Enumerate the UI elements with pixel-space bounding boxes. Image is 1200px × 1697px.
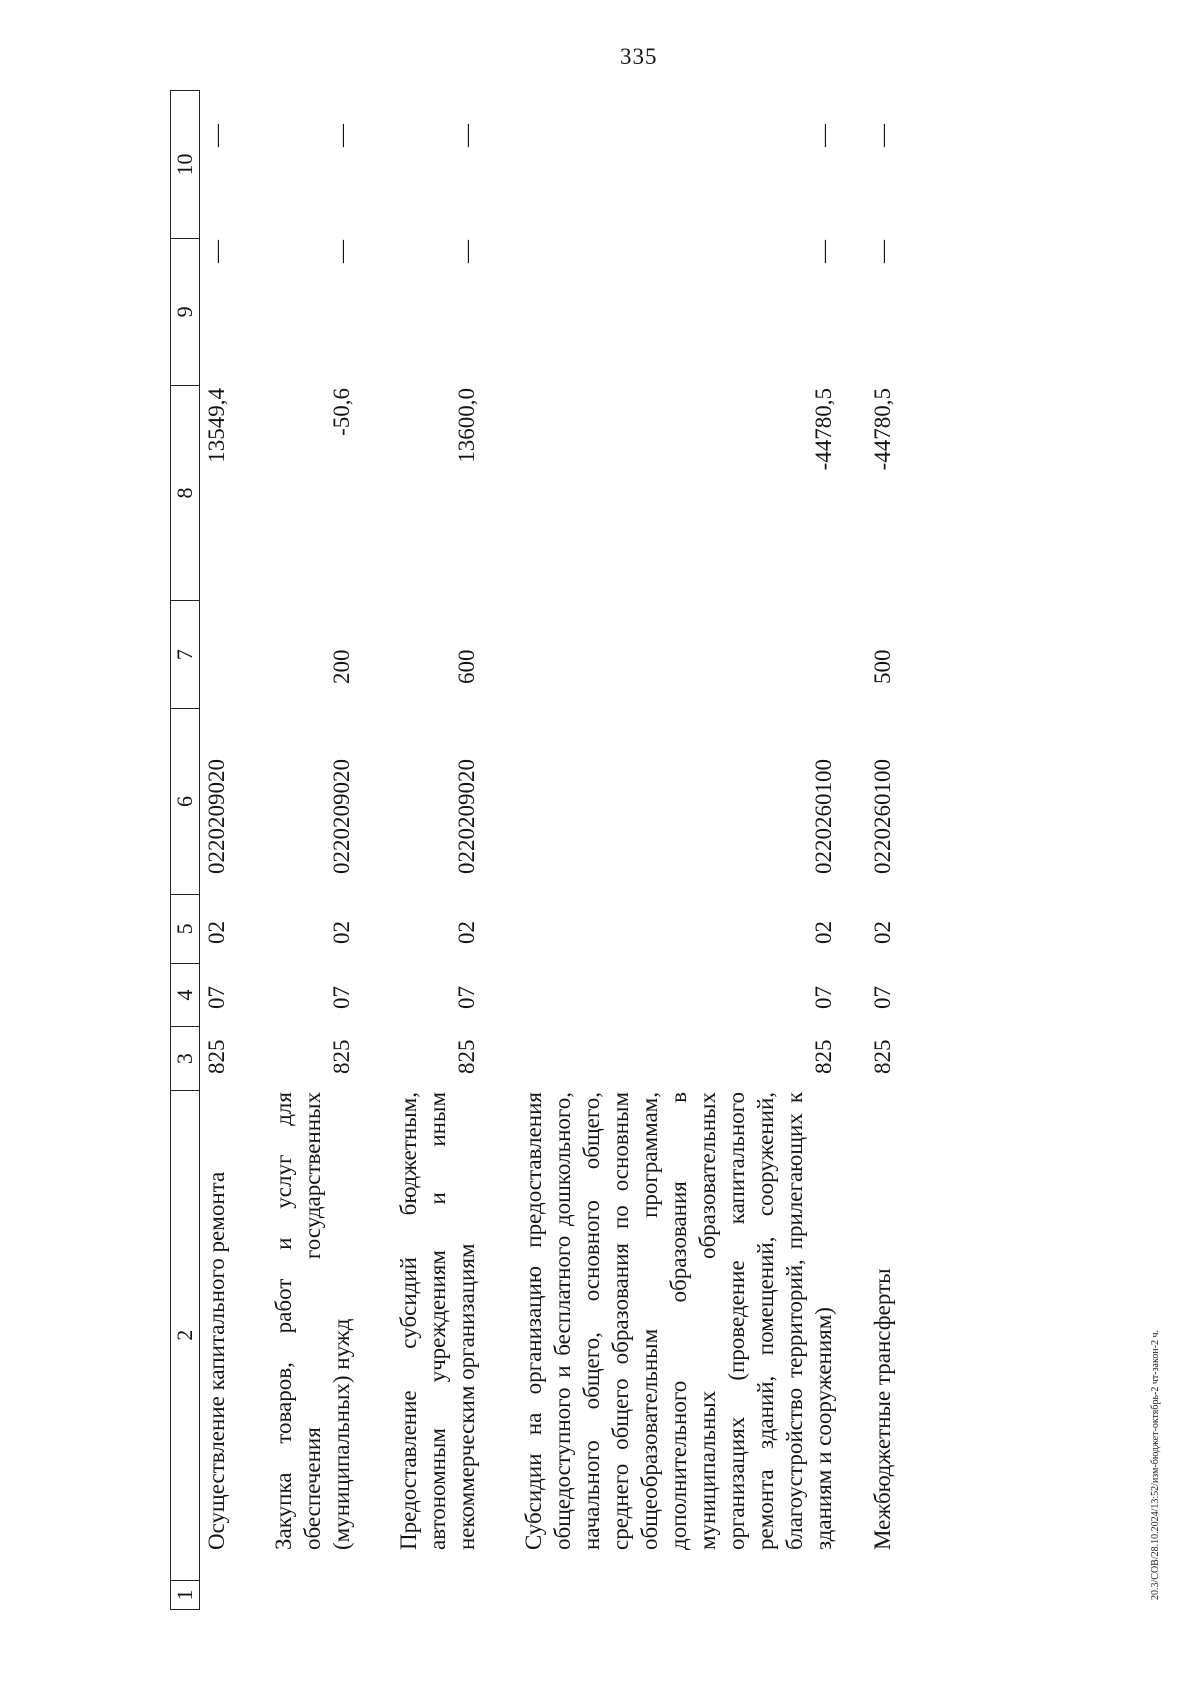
row-c10: — (870, 124, 895, 147)
row-c6: 0220260100 (870, 759, 895, 874)
row-c6: 0220209020 (454, 759, 479, 874)
header-col-4: 4 (171, 963, 199, 1027)
row-c9: — (204, 240, 229, 263)
row-c4: 07 (329, 986, 354, 1009)
row-c7: 500 (870, 649, 895, 684)
row-c3: 825 (811, 1039, 836, 1074)
row-c10: — (454, 124, 479, 147)
table-header (170, 90, 200, 1610)
row-c6: 0220209020 (204, 759, 229, 874)
row-c9: — (870, 240, 895, 263)
table-row (202, 90, 231, 1610)
row-c3: 825 (329, 1039, 354, 1074)
row-c8: -44780,5 (870, 388, 895, 471)
row-name: Закупка товаров, работ и услуг для обеспечения государственных (муниципальных) нужд (271, 1092, 354, 1550)
row-name: Предоставление субсидий бюджетным, автономным учреждениям и иным некоммерческим организациям (396, 1092, 479, 1550)
row-name: Субсидии на организацию предоставления общедоступного и бесплатного дошкольного, начального общего, основного общего, среднего общего образования по основным общеобразовательным программам, дополнительного образования в муниципальных образовательных организациях (проведение капитального ремонта зданий, помещений, сооружений, благоустройство территорий, прилегающих к зданиям и сооружениям) (521, 1092, 836, 1550)
row-c7: 600 (454, 649, 479, 684)
table-row (519, 90, 838, 1610)
row-c8: 13600,0 (454, 388, 479, 463)
row-name: Осуществление капитального ремонта (204, 1171, 229, 1550)
header-col-1: 1 (171, 1580, 199, 1609)
header-col-6: 6 (171, 708, 199, 894)
table-row (394, 90, 481, 1610)
row-c10: — (329, 124, 354, 147)
row-c9: — (811, 240, 836, 263)
row-c5: 02 (329, 921, 354, 944)
row-c10: — (204, 124, 229, 147)
row-c10: — (811, 124, 836, 147)
row-c4: 07 (454, 986, 479, 1009)
row-c9: — (454, 240, 479, 263)
row-c3: 825 (454, 1039, 479, 1074)
header-col-9: 9 (171, 238, 199, 385)
row-c9: — (329, 240, 354, 263)
budget-table (170, 90, 1050, 1610)
page-number: 335 (620, 44, 658, 69)
row-c3: 825 (204, 1039, 229, 1074)
row-c4: 07 (204, 986, 229, 1009)
row-c8: 13549,4 (204, 388, 229, 463)
table-row (868, 90, 897, 1610)
row-c3: 825 (870, 1039, 895, 1074)
row-c4: 07 (870, 986, 895, 1009)
row-c8: -44780,5 (811, 388, 836, 471)
header-col-10: 10 (172, 153, 197, 176)
header-col-2: 2 (171, 1090, 199, 1580)
row-name: Межбюджетные трансферты (870, 1268, 895, 1550)
header-col-7: 7 (171, 600, 199, 708)
footer-code: 20.3/СОВ/28.10.2024/13:52/изм-бюджет-октябрь-2 чт-закон-2 ч. (1150, 1329, 1161, 1600)
row-c5: 02 (870, 921, 895, 944)
row-c5: 02 (811, 921, 836, 944)
header-col-5: 5 (171, 894, 199, 963)
row-c7: 200 (329, 649, 354, 684)
table-body (202, 90, 897, 1610)
row-c8: -50,6 (329, 388, 354, 436)
row-c5: 02 (204, 921, 229, 944)
row-c5: 02 (454, 921, 479, 944)
row-c6: 0220209020 (329, 759, 354, 874)
header-col-3: 3 (171, 1026, 199, 1090)
row-c6: 0220260100 (811, 759, 836, 874)
header-col-8: 8 (171, 385, 199, 600)
table-row (269, 90, 356, 1610)
row-c4: 07 (811, 986, 836, 1009)
